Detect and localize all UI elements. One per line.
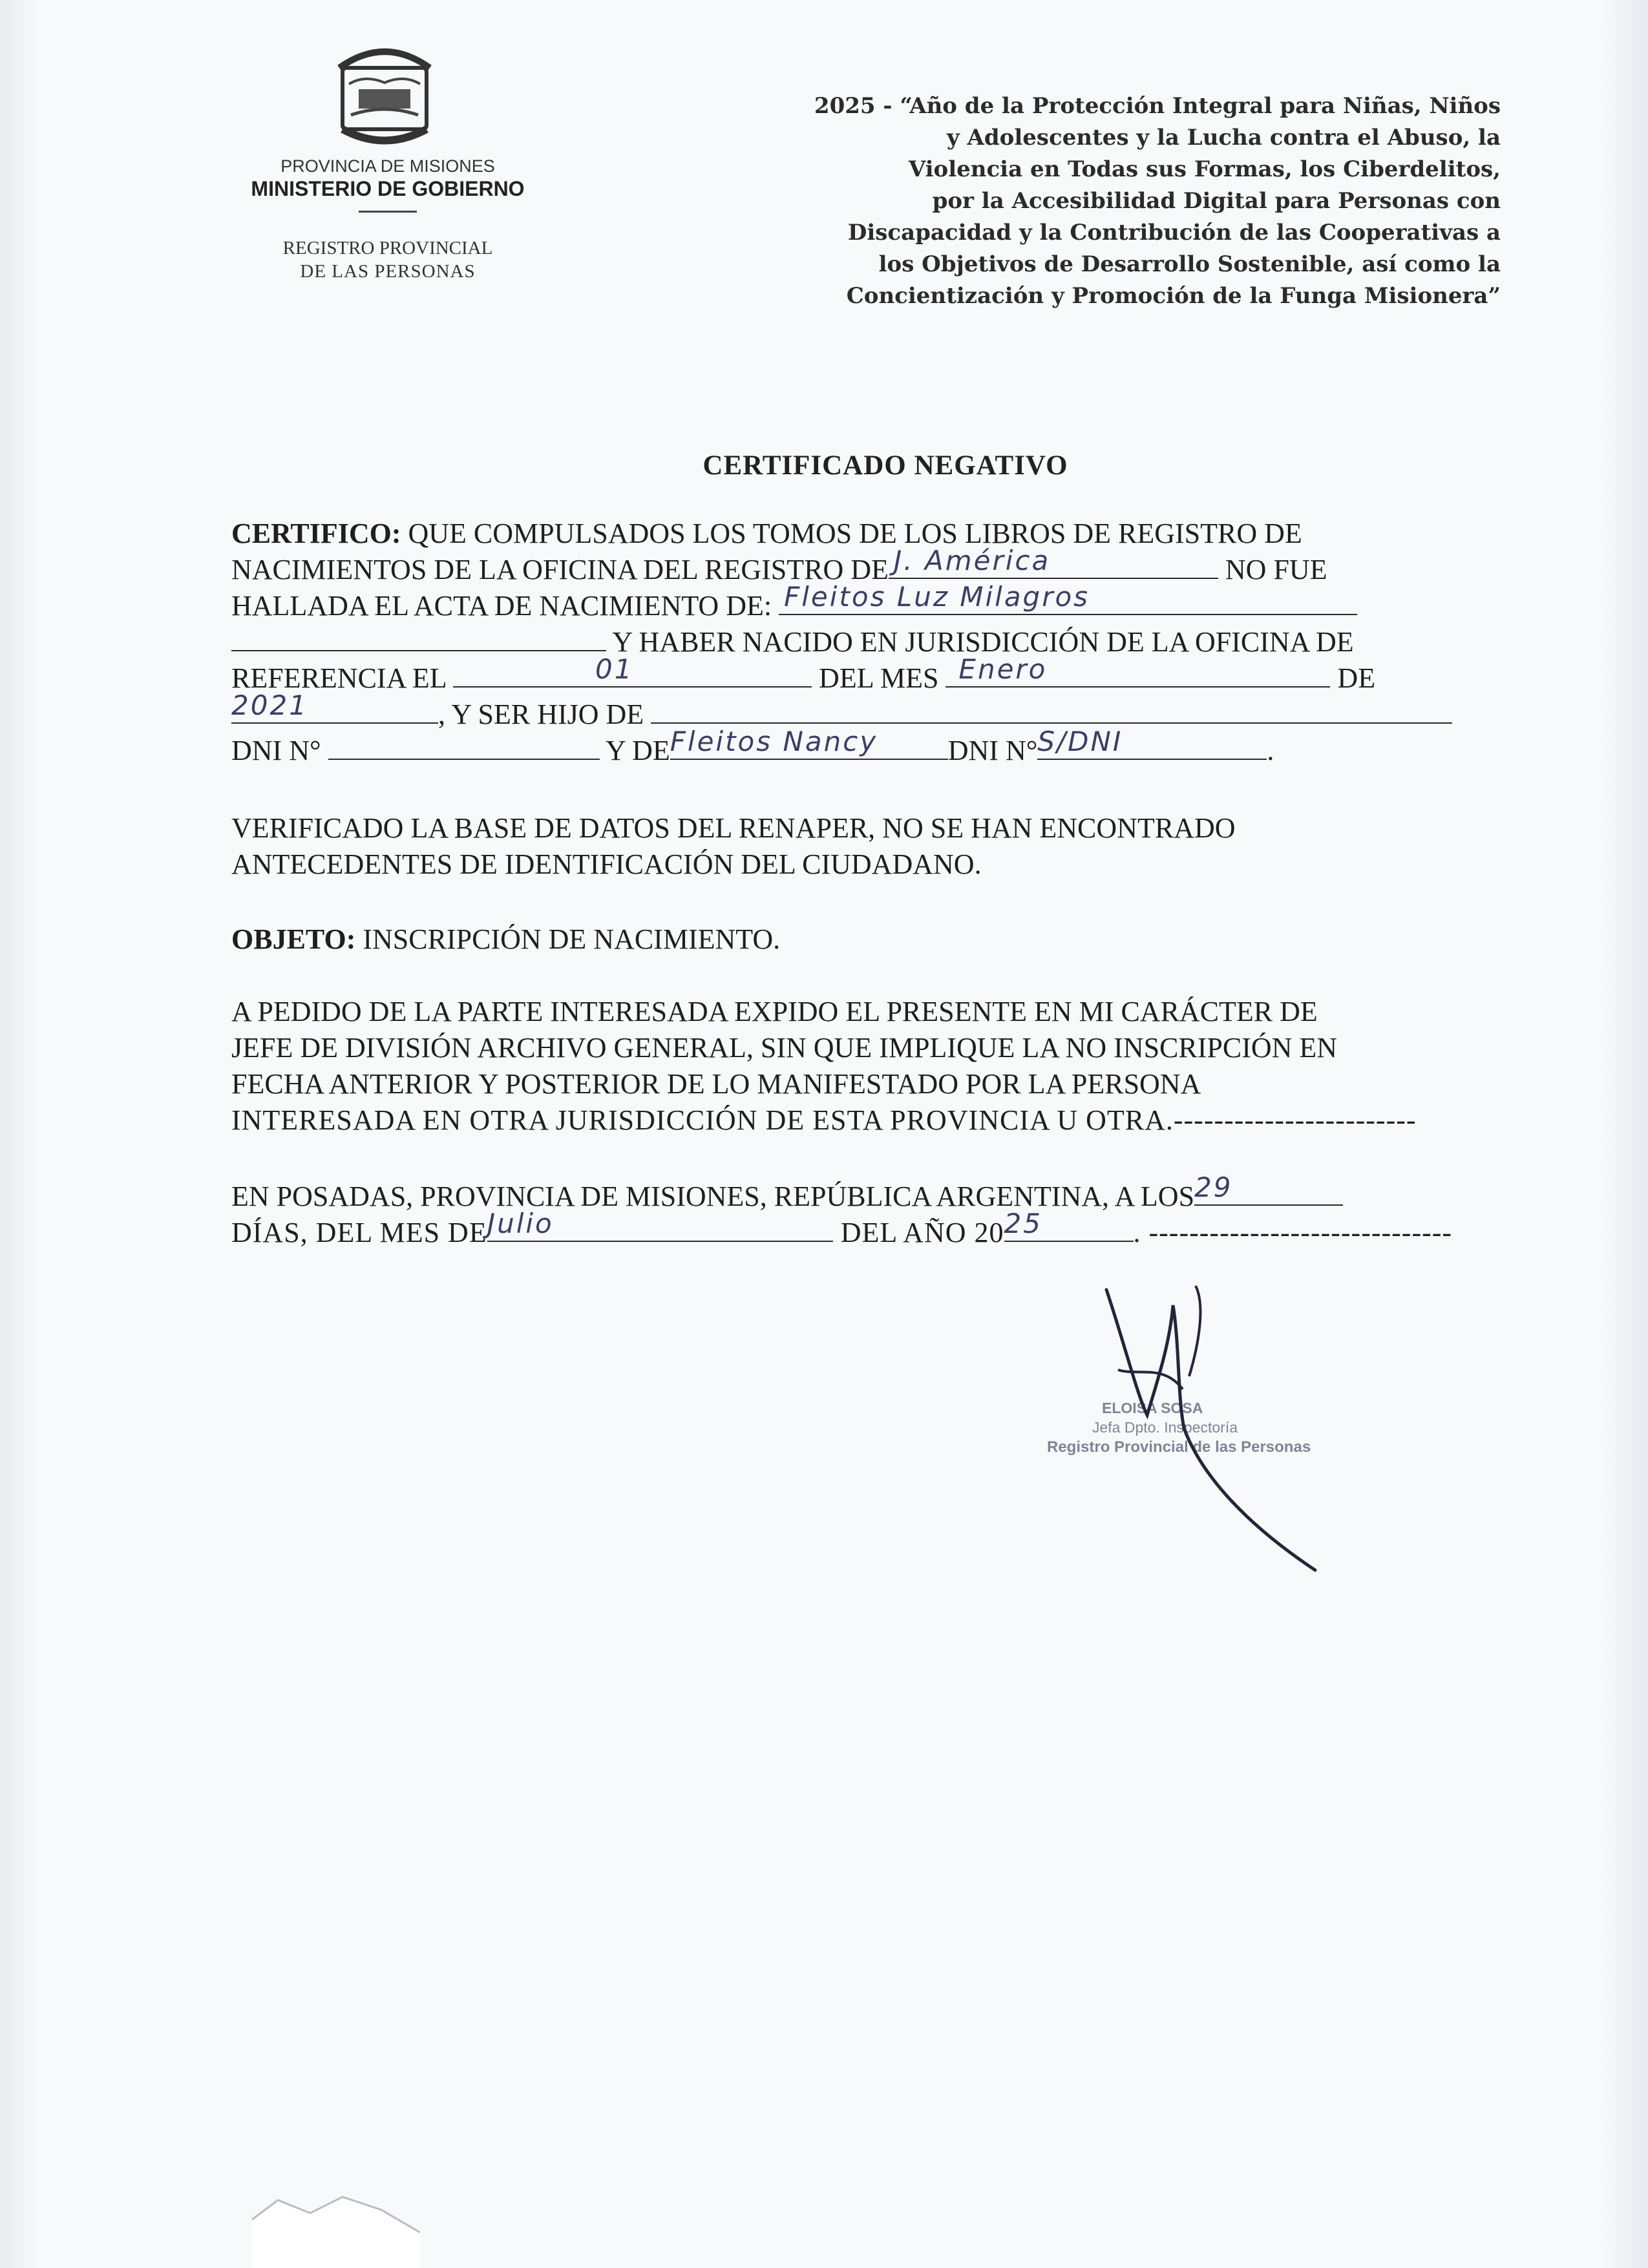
certifico-line-4 — [231, 625, 1354, 658]
certifico-text: Y DE — [605, 735, 670, 766]
birth-year-field — [231, 689, 438, 724]
certifico-text: . — [1267, 735, 1274, 766]
father-dni-field — [328, 735, 600, 760]
pedido-line-1: A PEDIDO DE LA PARTE INTERESADA EXPIDO EL PRESENTE EN MI CARÁCTER DE — [231, 996, 1318, 1027]
motto-line: Concientización y Promoción de la Funga Misionera” — [846, 283, 1501, 309]
motto-line: y Adolescentes y la Lucha contra el Abuso, la — [946, 125, 1501, 151]
name-continuation-field — [231, 627, 606, 651]
issue-month-field — [487, 1208, 833, 1242]
office-handwritten: J. América — [893, 545, 1051, 576]
office-field — [889, 545, 1218, 579]
issue-day-field — [1194, 1171, 1343, 1206]
posadas-line-1 — [231, 1171, 1343, 1213]
signature-icon — [1034, 1266, 1357, 1577]
name-handwritten: Fleitos Luz Milagros — [784, 581, 1090, 613]
certifico-label: CERTIFICO: — [231, 518, 401, 549]
stamp-role: Jefa Dpto. Inspectoría — [1092, 1419, 1238, 1436]
mother-field — [670, 726, 948, 760]
pedido-line-4: INTERESADA EN OTRA JURISDICCIÓN DE ESTA PROVINCIA U OTRA.------------------------ — [231, 1104, 1417, 1136]
certifico-text: Y HABER NACIDO EN JURISDICCIÓN DE LA OFICINA DE — [612, 626, 1354, 658]
birth-year-handwritten: 2021 — [231, 689, 308, 721]
certifico-text: DNI N° — [947, 735, 1038, 766]
registry-name-line1: REGISTRO PROVINCIAL — [282, 238, 493, 258]
certifico-text: DE — [1337, 662, 1376, 694]
province-name: PROVINCIA DE MISIONES — [280, 156, 495, 176]
certifico-line-2 — [231, 545, 1327, 586]
posadas-text: DEL AÑO 20 — [840, 1217, 1004, 1248]
certifico-text: QUE COMPULSADOS LOS TOMOS DE LOS LIBROS DE REGISTRO DE — [408, 518, 1302, 549]
father-field — [651, 699, 1452, 724]
motto-line: los Objetivos de Desarrollo Sostenible, así como la — [878, 251, 1501, 277]
posadas-text: DÍAS, DEL MES DE — [231, 1217, 487, 1248]
header-divider — [359, 211, 417, 213]
certifico-text: REFERENCIA EL — [231, 662, 447, 694]
province-seal-icon — [326, 39, 443, 149]
motto-line: Violencia en Todas sus Formas, los Ciberdelitos, — [908, 156, 1501, 182]
objeto-line — [231, 923, 780, 956]
certifico-text: NACIMIENTOS DE LA OFICINA DEL REGISTRO DE — [231, 554, 889, 585]
certifico-line-1 — [231, 517, 1302, 550]
objeto-label: OBJETO: — [231, 923, 356, 955]
pedido-line-3: FECHA ANTERIOR Y POSTERIOR DE LO MANIFESTADO POR LA PERSONA — [231, 1068, 1201, 1100]
registry-name-line2: DE LAS PERSONAS — [300, 261, 476, 282]
objeto-text: INSCRIPCIÓN DE NACIMIENTO. — [363, 923, 781, 955]
posadas-text: EN POSADAS, PROVINCIA DE MISIONES, REPÚBLICA ARGENTINA, A LOS — [231, 1181, 1195, 1212]
issue-year-field — [1004, 1208, 1134, 1242]
birth-month-handwritten: Enero — [958, 653, 1048, 685]
birth-day-handwritten: 01 — [595, 653, 634, 685]
pedido-line-2: JEFE DE DIVISIÓN ARCHIVO GENERAL, SIN QUE IMPLIQUE LA NO INSCRIPCIÓN EN — [231, 1032, 1338, 1064]
certifico-text: NO FUE — [1225, 554, 1327, 585]
birth-day-field — [453, 653, 812, 688]
certifico-text: HALLADA EL ACTA DE NACIMIENTO DE: — [231, 590, 772, 622]
ministry-name: MINISTERIO DE GOBIERNO — [251, 177, 525, 200]
document-title: CERTIFICADO NEGATIVO — [703, 450, 1068, 481]
motto-line: 2025 - “Año de la Protección Integral para Niñas, Niños — [814, 93, 1501, 119]
issue-day-handwritten: 29 — [1194, 1171, 1233, 1203]
certifico-line-5 — [231, 653, 1376, 695]
renaper-line-1: VERIFICADO LA BASE DE DATOS DEL RENAPER, NO SE HAN ENCONTRADO — [231, 812, 1236, 844]
name-field — [779, 581, 1357, 615]
certifico-text: DNI N° — [231, 735, 321, 766]
year-motto — [685, 90, 1501, 312]
mother-handwritten: Fleitos Nancy — [670, 726, 878, 757]
posadas-text: . ------------------------------ — [1133, 1217, 1453, 1248]
mother-dni-handwritten: S/DNI — [1037, 726, 1123, 757]
renaper-line-2: ANTECEDENTES DE IDENTIFICACIÓN DEL CIUDADANO. — [231, 848, 982, 880]
posadas-line-2 — [231, 1208, 1453, 1249]
stamp-name: ELOISA SOSA — [1102, 1400, 1203, 1416]
birth-month-field — [945, 653, 1330, 688]
mother-dni-field — [1037, 726, 1267, 760]
certifico-line-7 — [231, 726, 1274, 767]
motto-line: por la Accesibilidad Digital para Personas con — [932, 188, 1501, 214]
motto-line: Discapacidad y la Contribución de las Cooperativas a — [847, 220, 1501, 246]
certifico-line-3 — [231, 581, 1357, 622]
torn-corner-icon — [252, 2194, 420, 2268]
issue-month-handwritten: Julio — [487, 1208, 554, 1239]
certifico-text: DEL MES — [819, 662, 939, 694]
issue-year-handwritten: 25 — [1004, 1208, 1042, 1239]
stamp-organization: Registro Provincial de las Personas — [1047, 1438, 1311, 1456]
certifico-text: , Y SER HIJO DE — [438, 698, 644, 730]
